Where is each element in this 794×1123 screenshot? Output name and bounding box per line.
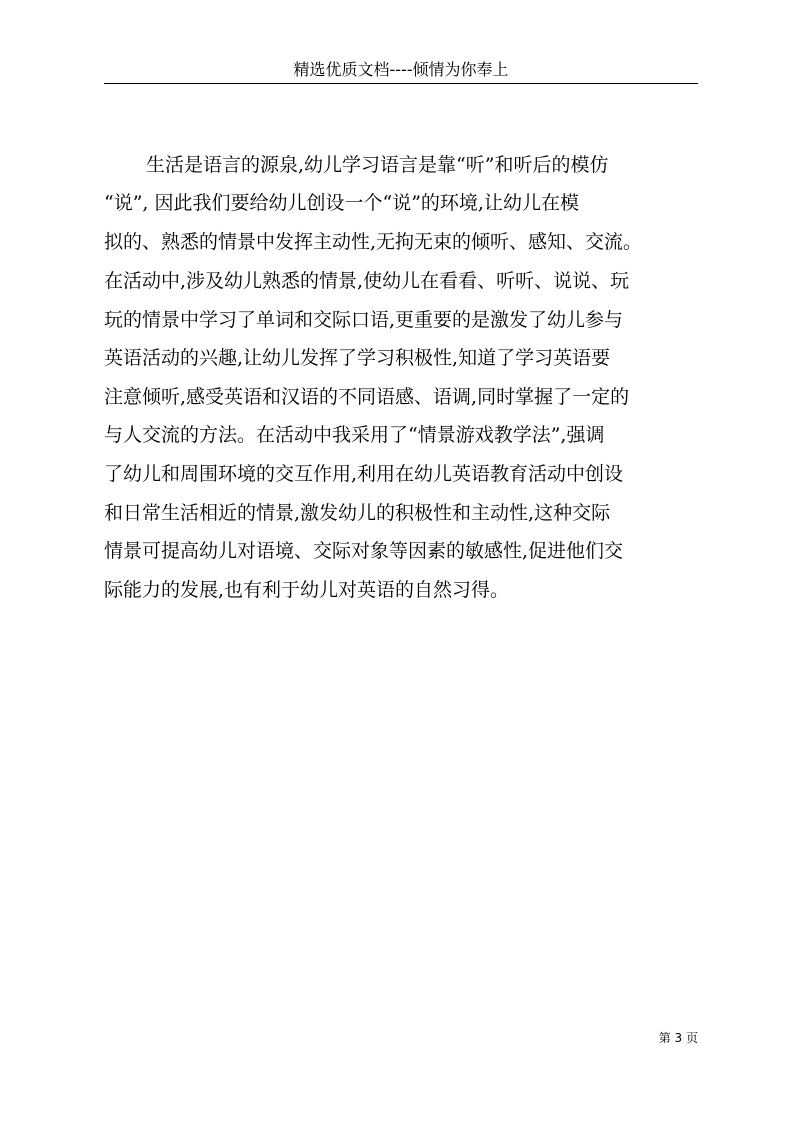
header-divider <box>104 83 698 84</box>
paragraph-line: 了幼儿和周围环境的交互作用,利用在幼儿英语教育活动中创设 <box>104 463 624 485</box>
paragraph-line: 和日常生活相近的情景,激发幼儿的积极性和主动性,这种交际 <box>104 502 611 524</box>
paragraph-line: “说”, 因此我们要给幼儿创设一个“说”的环境,让幼儿在模 <box>104 192 579 214</box>
paragraph-line: 玩的情景中学习了单词和交际口语,更重要的是激发了幼儿参与 <box>104 309 624 331</box>
paragraph-line: 注意倾听,感受英语和汉语的不同语感、语调,同时掌握了一定的 <box>104 386 630 408</box>
paragraph-line: 际能力的发展,也有利于幼儿对英语的自然习得。 <box>104 579 510 601</box>
page-header-title: 精选优质文档----倾情为你奉上 <box>293 60 509 79</box>
paragraph-line: 情景可提高幼儿对语境、交际对象等因素的敏感性,促进他们交 <box>104 540 624 562</box>
paragraph-line: 拟的、熟悉的情景中发挥主动性,无拘无束的倾听、感知、交流。 <box>104 231 643 253</box>
paragraph-line: 与人交流的方法。在活动中我采用了“情景游戏教学法”,强调 <box>104 424 605 446</box>
page-number: 第 3 页 <box>658 1031 698 1045</box>
paragraph-line: 在活动中,涉及幼儿熟悉的情景,使幼儿在看看、听听、说说、玩 <box>104 270 630 292</box>
paragraph-line: 英语活动的兴趣,让幼儿发挥了学习积极性,知道了学习英语要 <box>104 347 611 369</box>
paragraph-line: 生活是语言的源泉,幼儿学习语言是靠“听”和听后的模仿 <box>146 154 609 176</box>
